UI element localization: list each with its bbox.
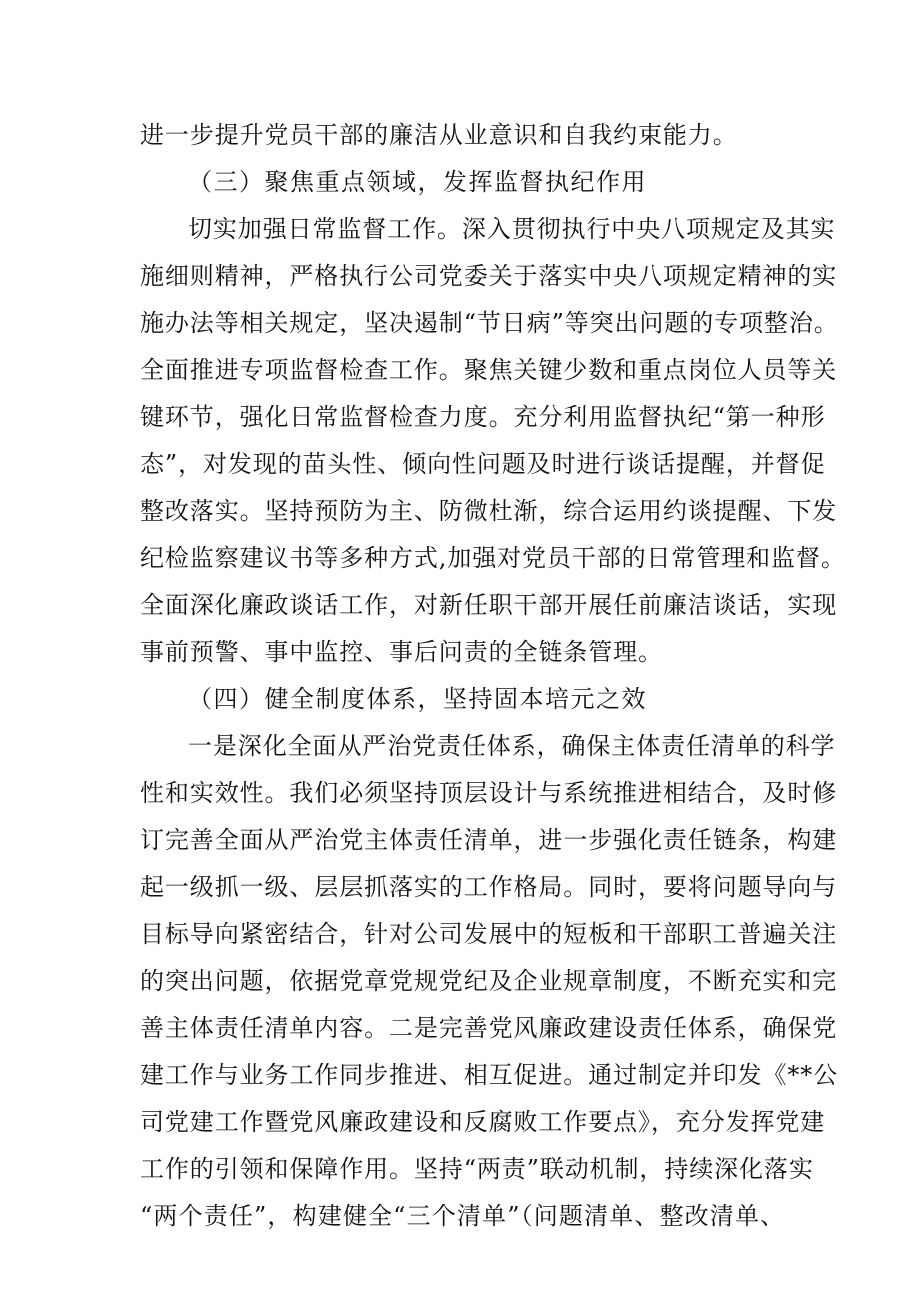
body-line: 性和实效性。我们必须坚持顶层设计与系统推进相结合，及时修 [140,779,838,807]
body-line: 施细则精神，严格执行公司党委关于落实中央八项规定精神的实 [140,262,838,290]
body-line: 起一级抓一级、层层抓落实的工作格局。同时，要将问题导向与 [140,873,838,901]
body-line: 切实加强日常监督工作。深入贯彻执行中央八项规定及其实 [188,215,836,243]
body-line: 工作的引领和保障作用。坚持“两责”联动机制，持续深化落实 [140,1155,814,1183]
body-line: 建工作与业务工作同步推进、相互促进。通过制定并印发《**公 [140,1061,839,1089]
body-line: 善主体责任清单内容。二是完善党风廉政建设责任体系，确保党 [140,1014,838,1042]
body-line: 目标导向紧密结合，针对公司发展中的短板和干部职工普遍关注 [140,920,838,948]
body-line: 施办法等相关规定，坚决遏制“节日病”等突出问题的专项整治。 [140,309,839,337]
section-heading: （四）健全制度体系，坚持固本培元之效 [188,685,647,713]
body-line: 态”，对发现的苗头性、倾向性问题及时进行谈话提醒，并督促 [140,450,826,478]
body-line: 一是深化全面从严治党责任体系，确保主体责任清单的科学 [188,732,836,760]
body-line: 的突出问题，依据党章党规党纪及企业规章制度，不断充实和完 [140,967,838,995]
body-line: 整改落实。坚持预防为主、防微杜渐，综合运用约谈提醒、下发 [140,497,838,525]
body-line: 进一步提升党员干部的廉洁从业意识和自我约束能力。 [140,121,738,149]
document-body [140,112,846,1240]
body-line: 键环节，强化日常监督检查力度。充分利用监督执纪“第一种形 [140,403,826,431]
section-heading: （三）聚焦重点领域，发挥监督执纪作用 [188,168,647,196]
body-line: 司党建工作暨党风廉政建设和反腐败工作要点》，充分发挥党建 [140,1108,826,1136]
body-line: “两个责任”，构建健全“三个清单”（问题清单、整改清单、 [140,1202,785,1230]
body-line: 纪检监察建议书等多种方式,加强对党员干部的日常管理和监督。 [140,544,846,572]
body-line: 全面推进专项监督检查工作。聚焦关键少数和重点岗位人员等关 [140,356,838,384]
body-line: 事前预警、事中监控、事后问责的全链条管理。 [140,638,663,666]
body-line: 全面深化廉政谈话工作，对新任职干部开展任前廉洁谈话，实现 [140,591,838,619]
body-line: 订完善全面从严治党主体责任清单，进一步强化责任链条，构建 [140,826,838,854]
